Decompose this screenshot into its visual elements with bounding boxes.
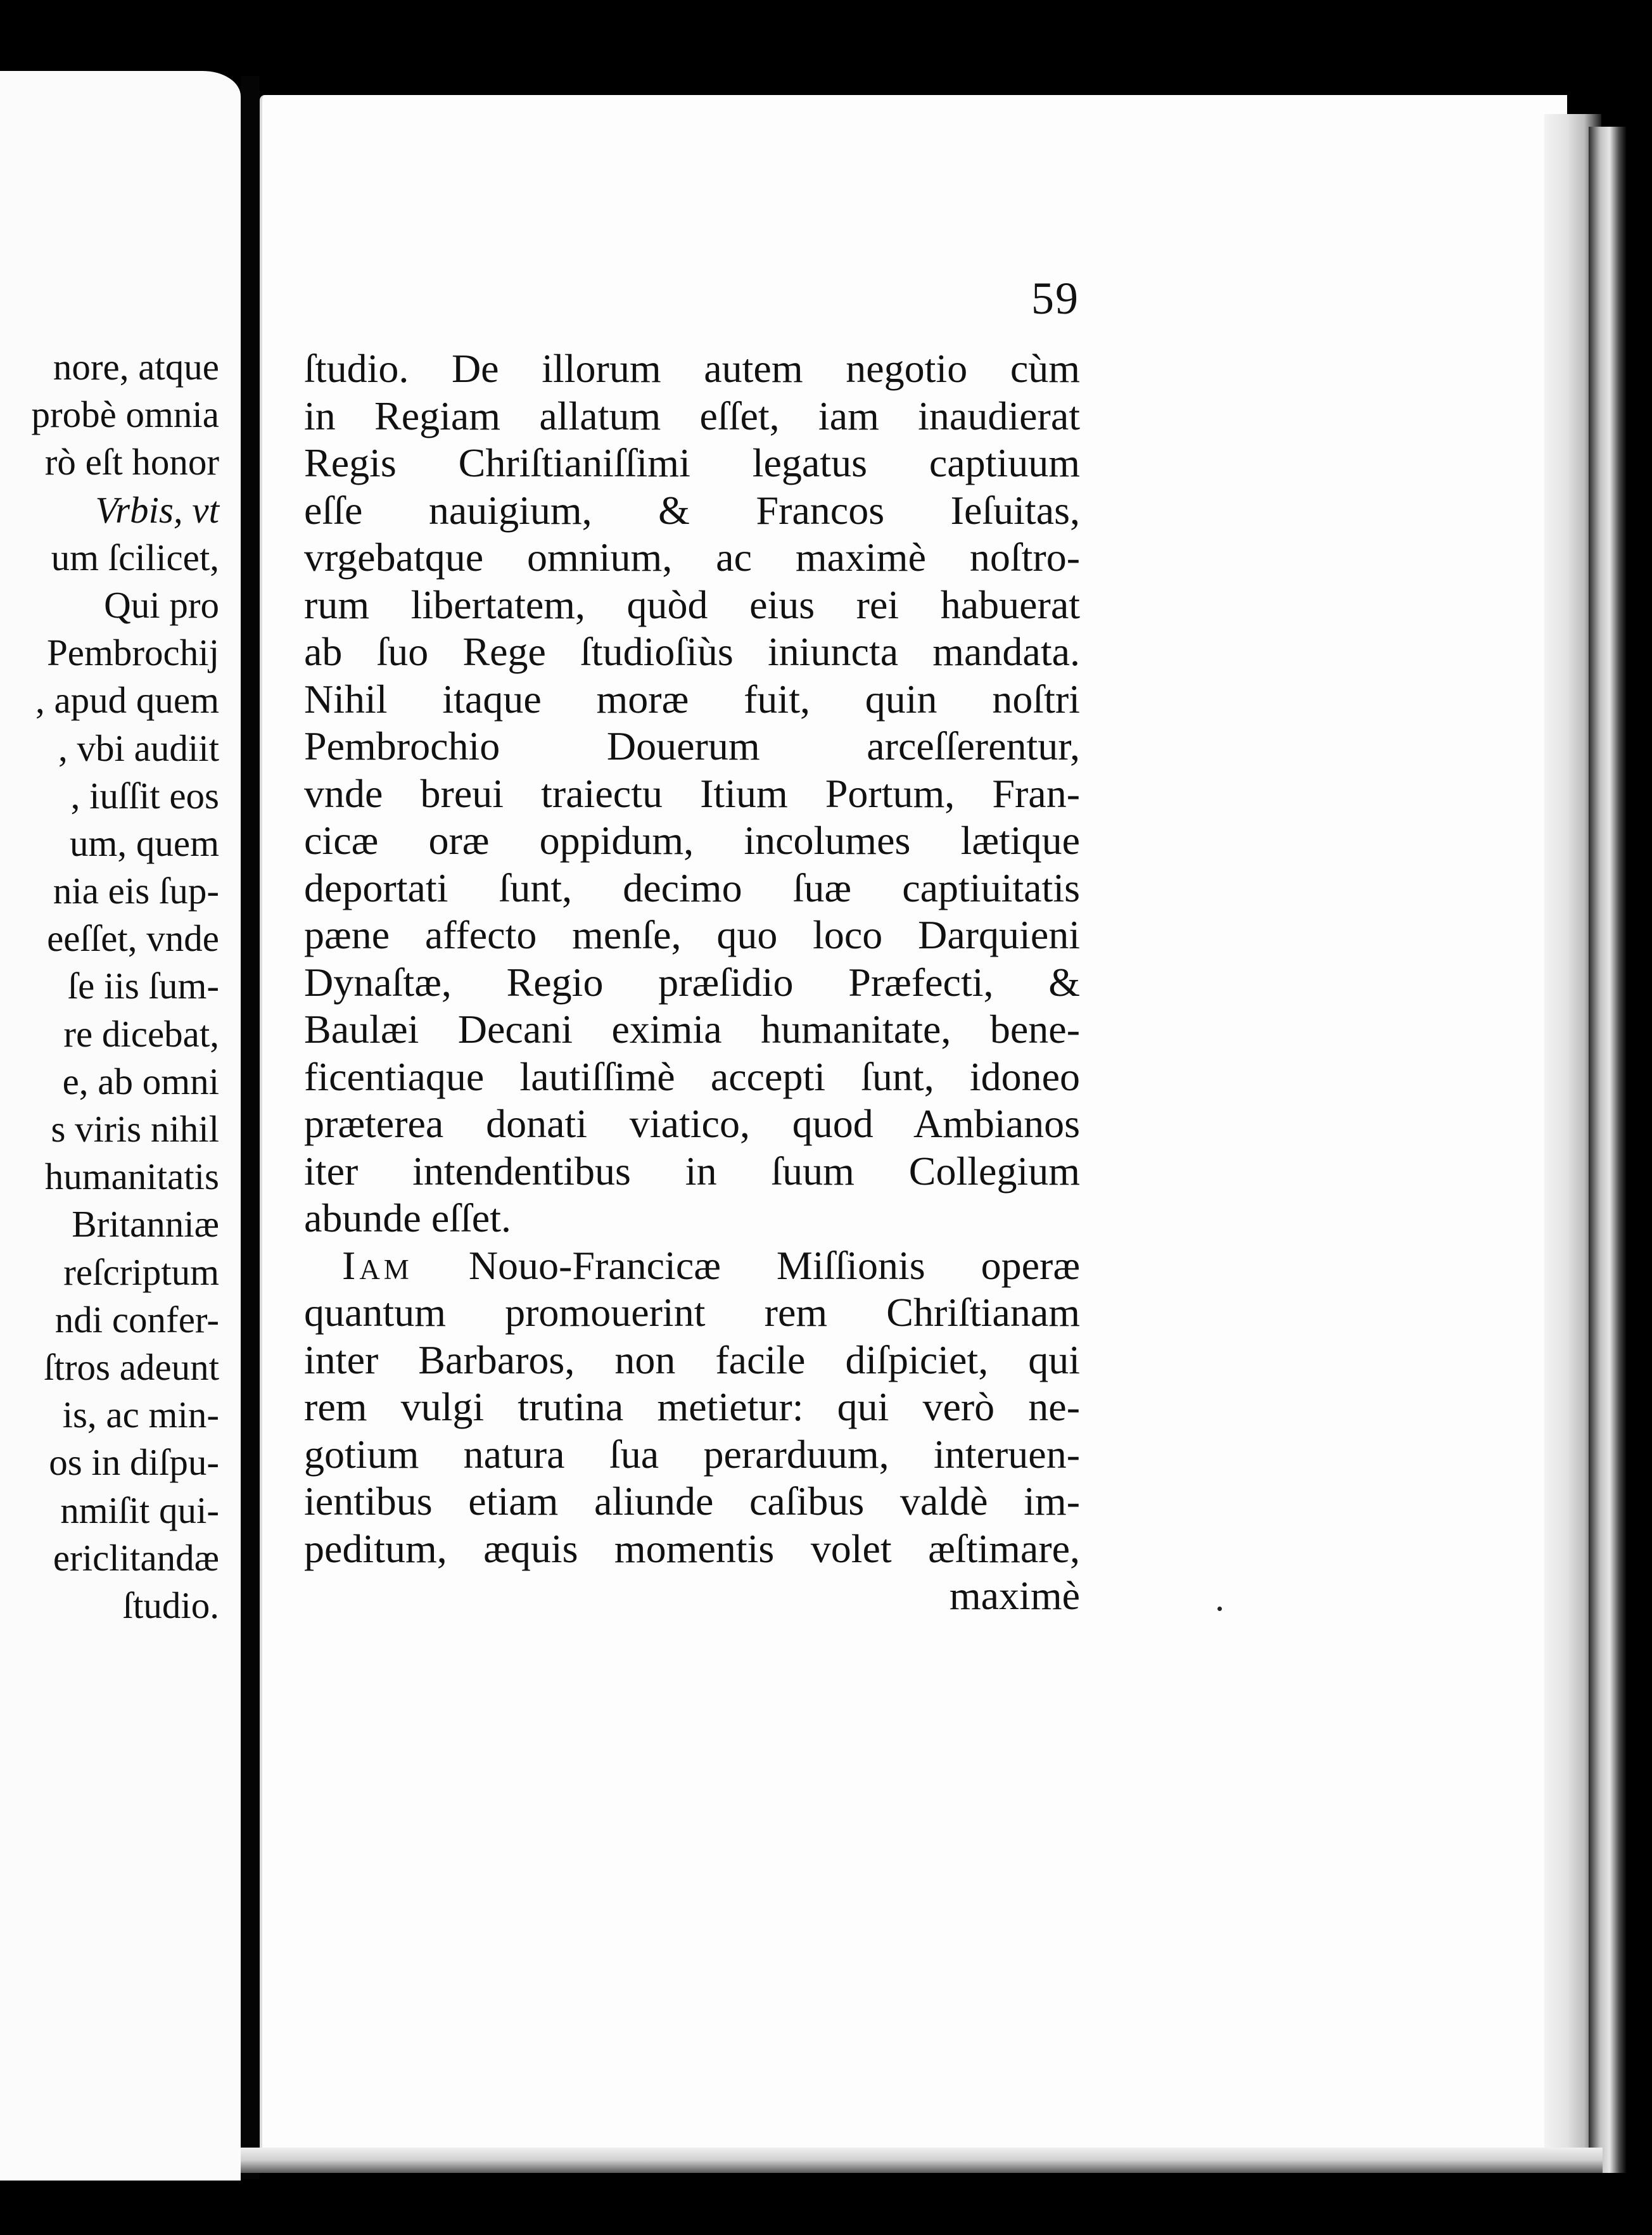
paragraph-first-line-text: Nouo-Francicæ Miſſionis operæ	[468, 1242, 1081, 1288]
text-line: deportati ſunt, decimo ſuæ captiuitatis	[304, 865, 1080, 910]
text-line: pæne affecto menſe, quo loco Darquieni	[304, 912, 1080, 957]
left-line: ſtudio.	[122, 1584, 219, 1626]
catchword: maximè	[949, 1573, 1080, 1618]
left-line: ſtros adeunt	[44, 1346, 219, 1388]
left-line: Britanniæ	[72, 1203, 219, 1245]
text-line: in Regiam allatum eſſet, iam inaudierat	[304, 393, 1080, 438]
text-line: inter Barbaros, non facile diſpiciet, qui	[304, 1337, 1080, 1382]
ink-speck	[1217, 1607, 1222, 1611]
text-line: vrgebatque omnium, ac maximè noſtro-	[304, 535, 1080, 580]
left-line: ſe iis ſum-	[67, 965, 219, 1007]
left-line: um, quem	[70, 822, 219, 864]
text-line: quantum promouerint rem Chriſtianam	[304, 1290, 1080, 1335]
text-line: gotium natura ſua perarduum, interuen-	[304, 1431, 1080, 1477]
text-line: Baulæi Decani eximia humanitate, bene-	[304, 1007, 1080, 1052]
text-line: vnde breui traiectu Itium Portum, Fran-	[304, 770, 1080, 816]
left-line: ndi confer-	[54, 1298, 219, 1340]
left-line: , iuſſit eos	[70, 774, 219, 817]
book-gutter	[241, 76, 260, 2179]
left-line: um ſcilicet,	[51, 536, 219, 578]
page-number: 59	[1031, 273, 1079, 324]
left-line: Pembrochij	[46, 632, 219, 674]
left-line: eeſſet, vnde	[47, 917, 219, 960]
paragraph-start-line	[304, 1242, 1080, 1290]
stacked-page-edges	[1589, 127, 1627, 2173]
left-line: rò eſt honor	[44, 441, 219, 483]
left-line: ericlitandæ	[53, 1536, 219, 1579]
text-line: præterea donati viatico, quod Ambianos	[304, 1101, 1080, 1146]
text-line: Nihil itaque moræ fuit, quin noſtri	[304, 676, 1080, 722]
text-line: ientibus etiam aliunde caſibus valdè im-	[304, 1479, 1080, 1524]
left-line: nore, atque	[53, 346, 219, 388]
text-line: peditum, æquis momentis volet æſtimare,	[304, 1525, 1080, 1571]
text-line: iter intendentibus in ſuum Collegium	[304, 1148, 1080, 1194]
right-page-body-text	[304, 345, 1080, 1620]
text-line: abunde eſſet.	[304, 1195, 511, 1240]
text-line: eſſe nauigium, & Francos Ieſuitas,	[304, 487, 1080, 533]
left-line: nmiſit qui-	[60, 1489, 219, 1531]
text-line: Pembrochio Douerum arceſſerentur,	[304, 723, 1080, 768]
left-line: nia eis ſup-	[53, 870, 219, 912]
left-page-text-column	[0, 343, 219, 1629]
left-page	[0, 71, 241, 2181]
left-line: Vrbis, vt	[95, 488, 219, 531]
left-line: re dicebat,	[63, 1012, 219, 1055]
left-line: , vbi audiit	[58, 727, 219, 769]
text-line: Regis Chriſtianiſſimi legatus captiuum	[304, 440, 1080, 485]
text-line: cicæ oræ oppidum, incolumes lætique	[304, 818, 1080, 863]
page-bottom-edge	[241, 2148, 1603, 2173]
left-line: reſcriptum	[63, 1251, 219, 1293]
text-line: ficentiaque lautiſſimè accepti ſunt, idoneo	[304, 1054, 1080, 1099]
left-line: e, ab omni	[62, 1060, 219, 1102]
text-line: ſtudio. De illorum autem negotio cùm	[304, 346, 1080, 391]
text-line: ab ſuo Rege ſtudioſiùs iniuncta mandata.	[304, 629, 1080, 674]
left-line: os in diſpu-	[49, 1441, 219, 1484]
left-line: humanitatis	[44, 1156, 219, 1198]
left-line: Qui pro	[104, 583, 219, 626]
text-line: Dynaſtæ, Regio præſidio Præfecti, &	[304, 959, 1080, 1005]
paragraph-initial: Iam	[342, 1242, 413, 1288]
left-line: , apud quem	[35, 679, 219, 722]
left-line: s viris nihil	[51, 1108, 219, 1150]
text-line: rum libertatem, quòd eius rei habuerat	[304, 582, 1080, 627]
text-line: rem vulgi trutina metietur: qui verò ne-	[304, 1384, 1080, 1429]
left-line: probè omnia	[31, 393, 219, 436]
left-line: is, ac min-	[62, 1394, 219, 1436]
